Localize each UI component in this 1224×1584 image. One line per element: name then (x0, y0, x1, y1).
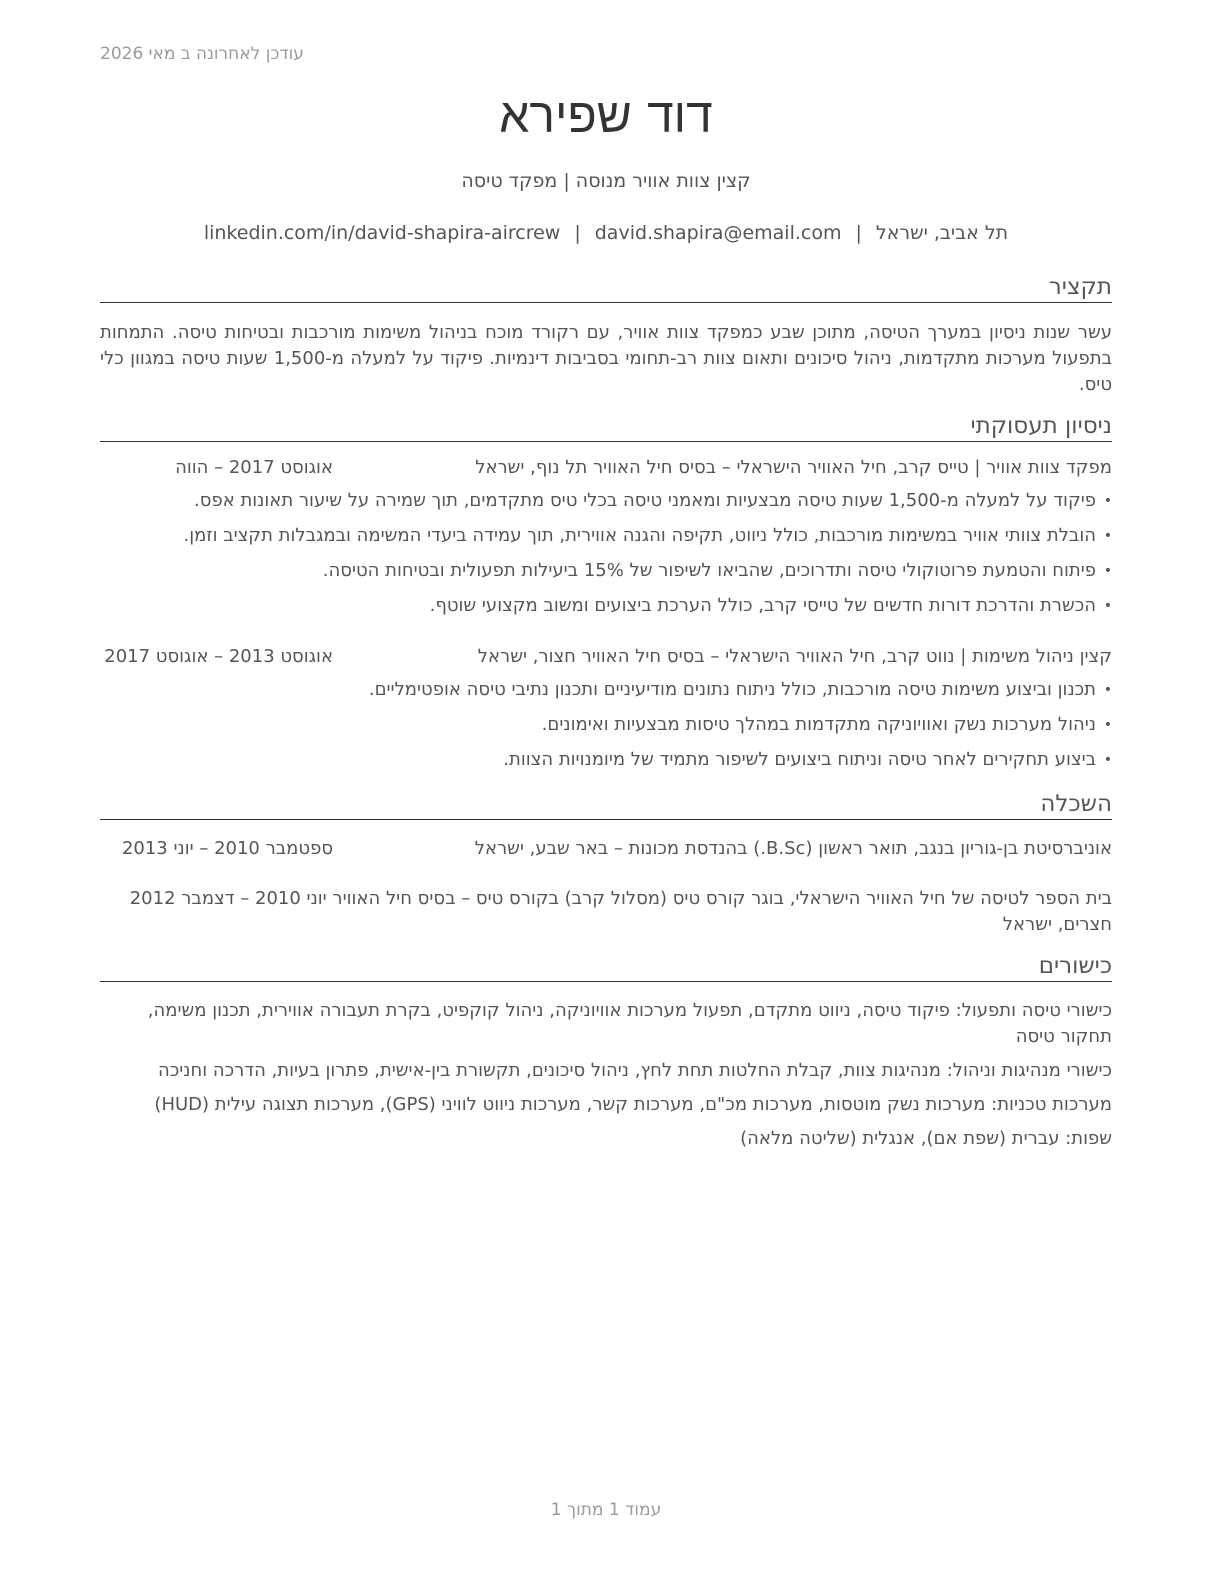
job-dates: אוגוסט 2013 – אוגוסט 2017 (104, 646, 333, 667)
skills-line: כישורי טיסה ותפעול: פיקוד טיסה, ניווט מתקדם, תפעול מערכות אוויוניקה, ניהול קוקפיט, בקרת תעבורה אווירית, תכנון משימה, תחקור טיסה (147, 1000, 1112, 1047)
job-bullets (100, 677, 1112, 782)
experience-heading: ניסיון תעסוקתי (100, 413, 1112, 442)
skills-line: כישורי מנהיגות וניהול: מנהיגות צוות, קבלת החלטות תחת לחץ, ניהול סיכונים, תקשורת בין-אישית, פתרון בעיות, הדרכה וחניכה (157, 1060, 1112, 1081)
skills-heading: כישורים (100, 953, 1112, 982)
job-role: מפקד צוות אוויר | טייס קרב, חיל האוויר הישראלי – בסיס חיל האוויר תל נוף, ישראל (475, 457, 1112, 478)
summary-heading: תקציר (100, 274, 1112, 303)
job-role: קצין ניהול משימות | נווט קרב, חיל האוויר הישראלי – בסיס חיל האוויר חצור, ישראל (477, 646, 1112, 667)
candidate-name: דוד שפירא (499, 88, 713, 144)
education-heading: השכלה (100, 791, 1112, 820)
page-number: עמוד 1 מתוך 1 (550, 1500, 662, 1520)
contact-separator: | (574, 222, 581, 244)
job-bullet: • ביצוע תחקירים לאחר טיסה וניתוח ביצועים לשיפור מתמיד של מיומנויות הצוות. (100, 747, 1112, 782)
resume-page (100, 0, 1112, 1584)
job-bullet: • תכנון וביצוע משימות טיסה מורכבות, כולל ניתוח נתונים מודיעיניים ותכנון נתיבי טיסה אופטימליים. (100, 677, 1112, 712)
last-updated: עודכן לאחרונה ב מאי 2026 (100, 44, 304, 64)
education-institution: אוניברסיטת בן-גוריון בנגב, תואר ראשון (B.Sc.) בהנדסת מכונות – באר שבע, ישראל (474, 838, 1112, 859)
job-bullet: • הובלת צוותי אוויר במשימות מורכבות, כולל ניווט, תקיפה והגנה אווירית, תוך עמידה ביעדי המשימה ובמגבלות תקציב וזמן. (100, 523, 1112, 558)
candidate-title: קצין צוות אוויר מנוסה | מפקד טיסה (461, 170, 751, 192)
education-item (100, 886, 1112, 938)
job-bullet: • ניהול מערכות נשק ואוויוניקה מתקדמות במהלך טיסות מבצעיות ואימונים. (100, 712, 1112, 747)
contact-line (100, 222, 1112, 244)
skills-line: מערכות טכניות: מערכות נשק מוטסות, מערכות מכ"ם, מערכות קשר, מערכות ניווט לוויני (GPS), מערכות תצוגה עילית (HUD) (154, 1094, 1112, 1115)
job-bullet: • פיתוח והטמעת פרוטוקולי טיסה ותדרוכים, שהביאו לשיפור של 15% ביעילות תפעולית ובטיחות הטיסה. (100, 558, 1112, 593)
contact-separator: | (855, 222, 862, 244)
education-dates: ספטמבר 2010 – יוני 2013 (121, 838, 333, 859)
job-bullet: • הכשרת והדרכת דורות חדשים של טייסי קרב, כולל הערכת ביצועים ומשוב מקצועי שוטף. (100, 593, 1112, 628)
contact-linkedin[interactable]: linkedin.com/in/david-shapira-aircrew (203, 222, 561, 244)
contact-email[interactable]: david.shapira@email.com (594, 222, 842, 244)
education-institution: בית הספר לטיסה של חיל האוויר הישראלי, בוגר קורס טיס (מסלול קרב) בקורס טיס – בסיס חיל האוויר יוני 2010 – דצמבר 2012 חצרים, ישראל (129, 888, 1112, 935)
job-dates: אוגוסט 2017 – הווה (175, 457, 333, 478)
summary-text: עשר שנות ניסיון במערך הטיסה, מתוכן שבע כמפקד צוות אוויר, עם רקורד מוכח בניהול משימות מורכבות ובטיחות טיסה. התמחות בתפעול מערכות מתקדמות, ניהול סיכונים ותאום צוות רב-תחומי בסביבות דינמיות. פיקוד על למעלה מ-1,500 שעות טיסה במגוון כלי טיס. (100, 322, 1112, 395)
education-item (100, 836, 1112, 862)
job-bullets (100, 488, 1112, 628)
contact-location: תל אביב, ישראל (875, 222, 1009, 244)
job-bullet: • פיקוד על למעלה מ-1,500 שעות טיסה מבצעיות ומאמני טיסה בכלי טיס מתקדמים, תוך שמירה על שיעור תאונות אפס. (100, 488, 1112, 523)
job-header (100, 457, 1112, 483)
skills-line: שפות: עברית (שפת אם), אנגלית (שליטה מלאה) (740, 1128, 1112, 1149)
job-header (100, 646, 1112, 672)
